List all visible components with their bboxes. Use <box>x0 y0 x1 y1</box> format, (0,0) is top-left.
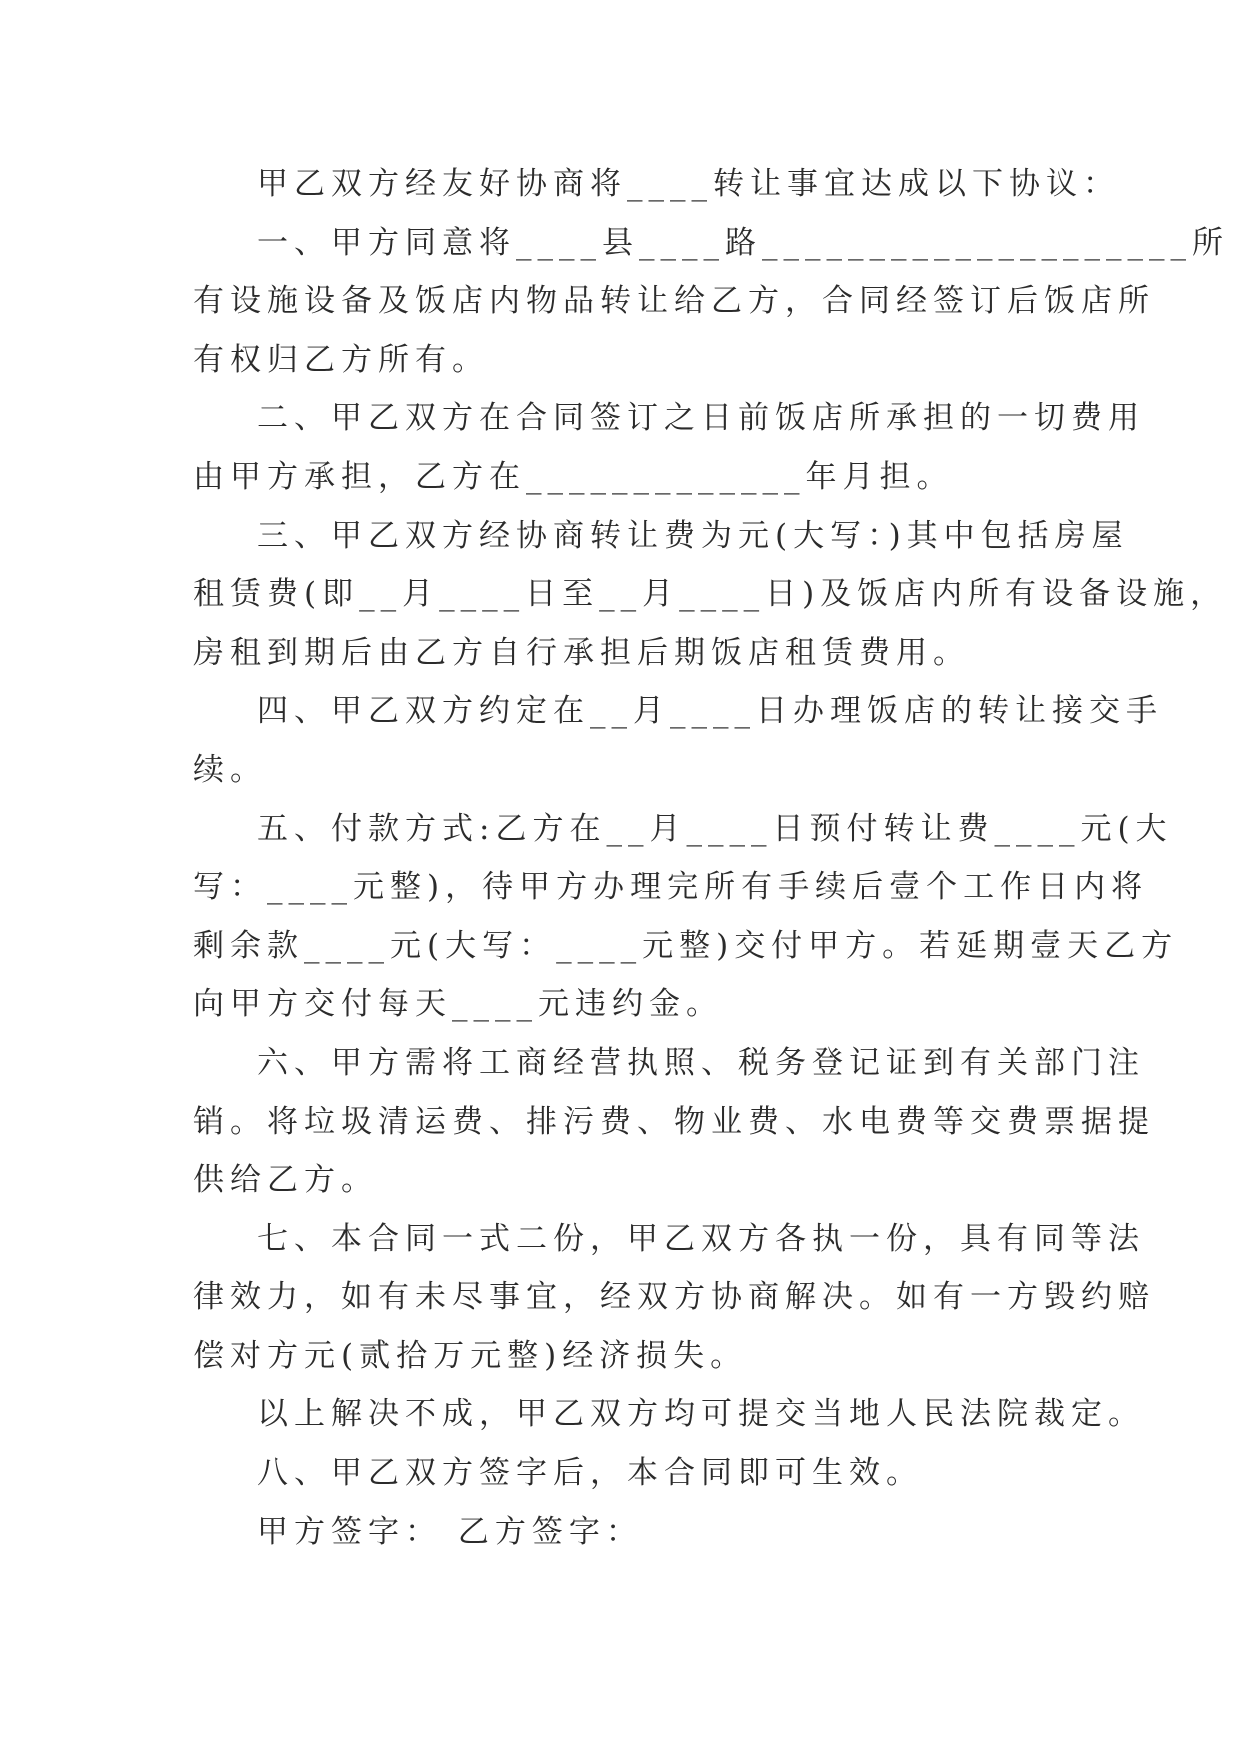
text-line: 二、甲乙双方在合同签订之日前饭店所承担的一切费用 <box>257 400 1145 437</box>
text-line: 八、甲乙双方签字后，本合同即可生效。 <box>257 1455 923 1492</box>
signature-line <box>193 1503 1063 1562</box>
text-line: 有权归乙方所有。 <box>193 341 489 378</box>
text-line: 一、甲方同意将____县____路____________________所 <box>257 224 1229 261</box>
text-line: 七、本合同一式二份，甲乙双方各执一份，具有同等法 <box>257 1220 1145 1257</box>
text-line: 有设施设备及饭店内物品转让给乙方，合同经签订后饭店所 <box>193 283 1155 320</box>
clause-5 <box>193 800 1179 1034</box>
text-line: 向甲方交付每天____元违约金。 <box>193 986 723 1023</box>
text-line: 四、甲乙双方约定在__月____日办理饭店的转让接交手 <box>257 693 1163 730</box>
clause-2 <box>193 389 1145 506</box>
text-line: 房租到期后由乙方自行承担后期饭店租赁费用。 <box>193 634 970 671</box>
text-line: 剩余款____元(大写：____元整)交付甲方。若延期壹天乙方 <box>193 927 1179 964</box>
text-line: 甲乙双方经友好协商将____转让事宜达成以下协议： <box>257 166 1120 202</box>
clause-4 <box>193 682 1163 799</box>
clause-7 <box>193 1210 1155 1386</box>
text-line: 三、甲乙双方经协商转让费为元(大写：)其中包括房屋 <box>257 517 1129 554</box>
clause-1 <box>193 214 1229 390</box>
intro-paragraph <box>193 155 1120 214</box>
text-line: 律效力，如有未尽事宜，经双方协商解决。如有一方毁约赔 <box>193 1279 1155 1316</box>
text-line: 销。将垃圾清运费、排污费、物业费、水电费等交费票据提 <box>193 1103 1155 1140</box>
text-line: 甲方签字： 乙方签字： <box>257 1513 643 1550</box>
text-line: 偿对方元(贰拾万元整)经济损失。 <box>193 1337 748 1374</box>
clause-6 <box>193 1034 1155 1210</box>
document-body <box>193 155 1229 1561</box>
text-line: 以上解决不成，甲乙双方均可提交当地人民法院裁定。 <box>257 1396 1145 1433</box>
clause-8 <box>193 1444 1063 1503</box>
text-line: 写：____元整)，待甲方办理完所有手续后壹个工作日内将 <box>193 869 1149 906</box>
text-line: 供给乙方。 <box>193 1162 378 1199</box>
clause-3 <box>193 507 1228 683</box>
dispute-paragraph <box>193 1385 1145 1444</box>
text-line: 续。 <box>193 751 267 788</box>
text-line: 六、甲方需将工商经营执照、税务登记证到有关部门注 <box>257 1044 1145 1081</box>
text-line: 租赁费(即__月____日至__月____日)及饭店内所有设备设施， <box>193 576 1228 613</box>
text-line: 由甲方承担，乙方在_____________年月担。 <box>193 458 954 495</box>
text-line: 五、付款方式:乙方在__月____日预付转让费____元(大 <box>257 810 1173 847</box>
